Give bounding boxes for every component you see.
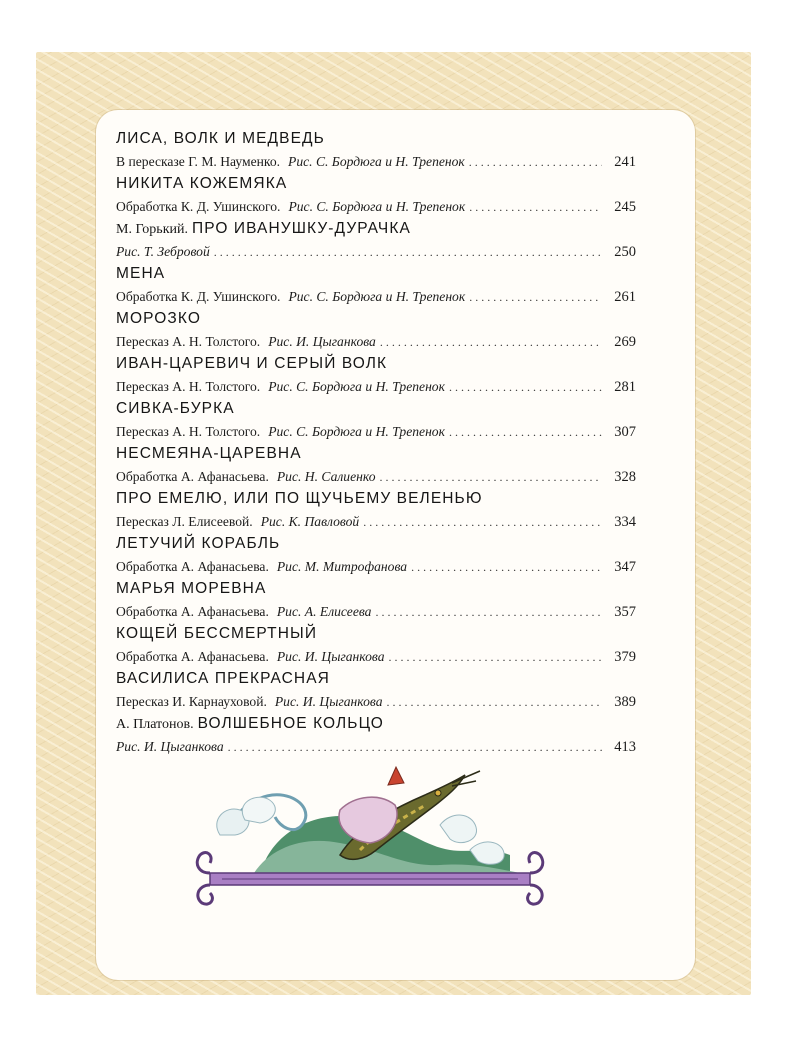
illustrator-credit: Рис. Н. Салиенко [276,469,376,484]
page-number: 413 [614,739,636,755]
page-number: 250 [614,244,636,260]
dot-leader [380,331,602,354]
story-title-text: СИВКА-БУРКА [116,400,235,417]
story-title [116,578,636,600]
story-title [116,623,636,645]
page-number: 389 [614,694,636,710]
story-title [116,308,636,330]
credit [116,285,465,308]
story-title-text: ИВАН-ЦАРЕВИЧ И СЕРЫЙ ВОЛК [116,355,388,372]
credit-line [116,420,636,443]
illustrator-credit: Рис. И. Цыганкова [268,334,376,349]
story-title-text: ЛИСА, ВОЛК И МЕДВЕДЬ [116,130,325,147]
page-number: 379 [614,649,636,665]
credit [116,690,383,713]
story-title-text: ЛЕТУЧИЙ КОРАБЛЬ [116,535,281,552]
illustrator-credit: Рис. С. Бордюга и Н. Трепенок [288,199,466,214]
story-title [116,173,636,195]
adaptation-credit: Пересказ А. Н. Толстого. [116,334,261,349]
page-number: 261 [614,289,636,305]
toc-entry[interactable] [116,443,636,488]
credit-line [116,285,636,308]
toc-entry[interactable] [116,173,636,218]
adaptation-credit: Обработка А. Афанасьева. [116,649,269,664]
story-title-text: МЕНА [116,265,166,282]
credit-line [116,555,636,578]
credit [116,195,465,218]
toc-entry[interactable] [116,398,636,443]
toc-entry[interactable] [116,578,636,623]
dot-leader [449,376,602,399]
page-number: 269 [614,334,636,350]
illustrator-credit: Рис. И. Цыганкова [274,694,383,709]
story-title-text: ПРО ИВАНУШКУ-ДУРАЧКА [191,220,411,237]
adaptation-credit: Обработка А. Афанасьева. [116,604,269,619]
adaptation-credit: Обработка К. Д. Ушинского. [116,199,281,214]
page-number: 281 [614,379,636,395]
toc-entry[interactable] [116,623,636,668]
story-author: М. Горький. [116,222,188,237]
page-number: 357 [614,604,636,620]
credit-line [116,645,636,668]
page-number: 307 [614,424,636,440]
pike-illustration [190,755,550,915]
credit [116,420,445,443]
page-number: 241 [614,154,636,170]
story-title [116,488,636,510]
story-title-text: МАРЬЯ МОРЕВНА [116,580,267,597]
toc-entry[interactable] [116,488,636,533]
story-title-text: КОЩЕЙ БЕССМЕРТНЫЙ [116,625,318,642]
toc-entry[interactable] [116,263,636,308]
adaptation-credit: Пересказ И. Карнауховой. [116,694,267,709]
story-title-text: ВАСИЛИСА ПРЕКРАСНАЯ [116,670,330,687]
dot-leader [375,601,602,624]
dot-leader [469,286,602,309]
dot-leader [469,151,602,174]
page-number: 334 [614,514,636,530]
credit [116,465,376,488]
story-title [116,353,636,375]
illustrator-credit: Рис. М. Митрофанова [276,559,408,574]
story-title [116,218,636,240]
illustrator-credit: Рис. И. Цыганкова [116,739,224,754]
toc-entry[interactable] [116,533,636,578]
dot-leader [380,466,602,489]
story-title-text: НИКИТА КОЖЕМЯКА [116,175,288,192]
adaptation-credit: Пересказ А. Н. Толстого. [116,379,261,394]
story-author: А. Платонов. [116,717,194,732]
illustrator-credit: Рис. С. Бордюга и Н. Трепенок [288,154,465,169]
toc-entry[interactable] [116,128,636,173]
credit [116,240,210,263]
credit-line [116,240,636,263]
story-title-text: МОРОЗКО [116,310,201,327]
story-title [116,263,636,285]
credit [116,510,359,533]
illustrator-credit: Рис. С. Бордюга и Н. Трепенок [288,289,466,304]
dot-leader [411,556,602,579]
adaptation-credit: Пересказ А. Н. Толстого. [116,424,261,439]
illustrator-credit: Рис. А. Елисеева [276,604,372,619]
credit-line [116,150,636,173]
page-number: 328 [614,469,636,485]
page-number: 347 [614,559,636,575]
credit-line [116,330,636,353]
illustrator-credit: Рис. И. Цыганкова [276,649,385,664]
credit-line [116,600,636,623]
dot-leader [449,421,602,444]
credit-line [116,690,636,713]
illustrator-credit: Рис. С. Бордюга и Н. Трепенок [268,379,445,394]
table-of-contents [116,128,636,758]
dot-leader [387,691,602,714]
story-title-text: НЕСМЕЯНА-ЦАРЕВНА [116,445,302,462]
illustrator-credit: Рис. К. Павловой [260,514,360,529]
credit-line [116,375,636,398]
dot-leader [214,241,602,264]
illustrator-credit: Рис. С. Бордюга и Н. Трепенок [268,424,445,439]
story-title-text: ВОЛШЕБНОЕ КОЛЬЦО [197,715,384,732]
dot-leader [389,646,602,669]
credit [116,375,445,398]
credit [116,645,385,668]
story-title-text: ПРО ЕМЕЛЮ, ИЛИ ПО ЩУЧЬЕМУ ВЕЛЕНЬЮ [116,490,483,507]
adaptation-credit: Обработка А. Афанасьева. [116,469,269,484]
story-title [116,398,636,420]
credit [116,150,465,173]
toc-entry[interactable] [116,308,636,353]
credit [116,330,376,353]
credit [116,600,371,623]
adaptation-credit: Обработка А. Афанасьева. [116,559,269,574]
story-title [116,713,636,735]
toc-entry[interactable] [116,218,636,263]
credit-line [116,195,636,218]
adaptation-credit: В пересказе Г. М. Науменко. [116,154,281,169]
dot-leader [469,196,602,219]
story-title [116,668,636,690]
toc-entry[interactable] [116,668,636,713]
page-number: 245 [614,199,636,215]
toc-entry[interactable] [116,353,636,398]
adaptation-credit: Пересказ Л. Елисеевой. [116,514,253,529]
story-title [116,128,636,150]
toc-entry[interactable] [116,713,636,758]
adaptation-credit: Обработка К. Д. Ушинского. [116,289,281,304]
dot-leader [363,511,602,534]
credit [116,555,407,578]
credit-line [116,510,636,533]
story-title [116,443,636,465]
credit-line [116,465,636,488]
story-title [116,533,636,555]
illustrator-credit: Рис. Т. Зебровой [116,244,210,259]
